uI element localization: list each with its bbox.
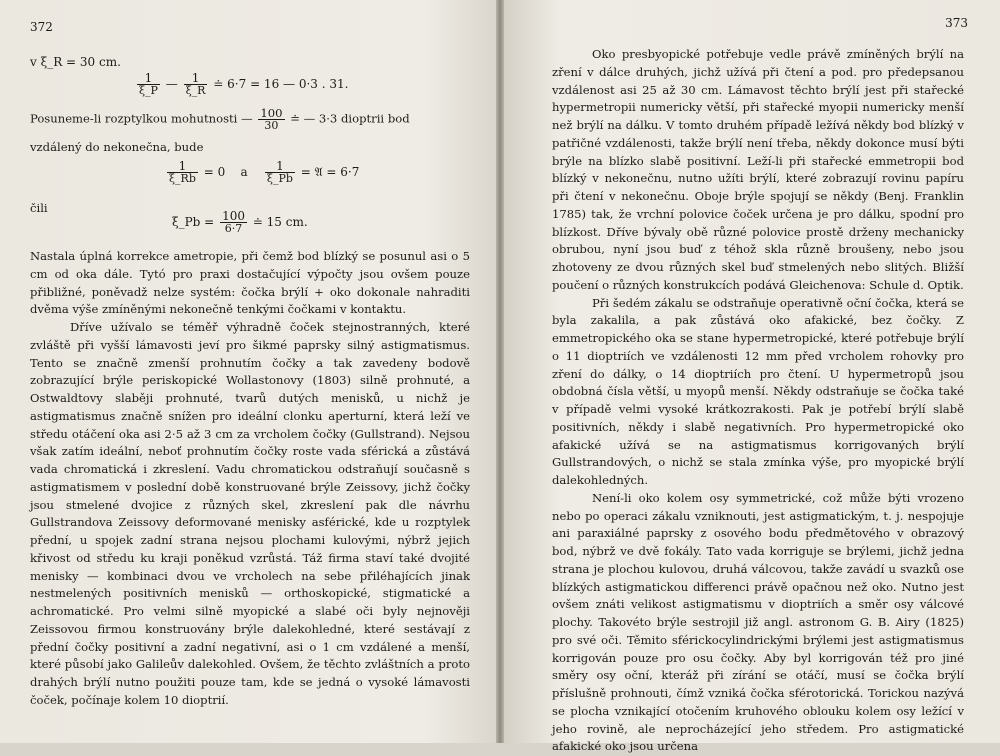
paragraph: Při šedém zákalu se odstraňuje operativně oční čočka, která se byla zakalila, a pak zůstává oko afakické, bez čočky. Z emmetropického oka se stane hypermetropické, které potřebuje brýlí o 11 dioptriích ve vzdálenosti 12 mm před vrcholem rohovky pro zření do dálky, o 14 dioptriích pro čtení. U hypermetropů jsou obdobná čísla větší, u myopů menší. Někdy odstraňuje se čočka také v případě velmi vysoké krátkozrakosti. Pak je potřebí brýlí slabě positivních, někdy i slabě negativních. Pro hypermetropické oko afakické užívá se na astigmatismus korrigovaných brýlí Gullstrandových, o nichž se stala zmínka výše, pro myopické brýlí dalekohledných. — [552, 295, 964, 487]
right-body-text — [552, 46, 964, 756]
fraction: $\frac{100}{6\cdot 7}$ — [222, 209, 245, 235]
equation-2: $\frac{1}{\xi\_P}$ — $\frac{1}{\xi\_R}$ ≐ 6·7 = 16 — 0·3 . 31. — [139, 71, 349, 97]
fraction: $\frac{1}{\xi\_R}$ — [185, 71, 206, 97]
equation-4: ξ_Pb = $\frac{100}{6\cdot 7}$ ≐ 15 cm. — [172, 209, 308, 235]
fraction: $\frac{1}{\xi\_Rb}$ — [169, 159, 196, 185]
line-rozptylka: Posuneme-li rozptylkou mohutnosti — $\frac{100}{30}$ ≐ — 3·3 dioptrii bod — [30, 106, 410, 132]
left-page — [0, 0, 500, 743]
fraction: $\frac{100}{30}$ — [260, 106, 283, 132]
line-vzdaleny: vzdálený do nekonečna, bude — [30, 140, 204, 154]
fraction: $\frac{1}{\xi\_Pb}$ — [266, 159, 293, 185]
word-cili: čili — [30, 201, 48, 215]
paragraph: Nastala úplná korrekce ametropie, při čemž bod blízký se posunul asi o 5 cm od oka dále. Tytó pro praxi dostačující výpočty jsou ovšem pouze přibližné, poněvadž nelze systém: čočka brýlí + oko dokonale nahraditi dvěma výše zmíněnými nekonečně tenkými čočkami v kontaktu. — [30, 249, 470, 317]
left-body-text — [30, 248, 470, 710]
book-gutter — [496, 0, 504, 743]
paragraph: Není-li oko kolem osy symmetrické, což může býti vrozeno nebo po operaci zákalu vzniknouti, jest astigmatickým, t. j. nespojuje ani paraxiálné paprsky z osového bodu předmětového v obrazový bod, nýbrž ve dvě fokály. Tato vada korriguje se brýlemi, jichž jedna strana je plochou kulovou, druhá válcovou, takže zavádí u svazků ose blízkých astigmatickou differenci právě opačnou než oko. Nutno jest ovšem znáti velikost astigmatismu v dioptriích a směr osy válcové plochy. Takovéto brýle sestrojil již angl. astronom G. B. Airy (1825) pro své oči. Těmito sférickocylindrickými brýlemi jest astigmatismus korrigován pouze pro osu čočky. Aby byl korrigován též pro jiné směry osy oční, kteráž při zírání se otáčí, musí se čočka brýlí příslušně prohnouti, čímž vzniká čočka sférotorická. Torickou nazývá se plocha vznikající otočením kruhového oblouku kolem osy ležící v jeho rovině, ale neprocházející jeho středem. Pro astigmatické afakické oko jsou určena — [552, 490, 964, 754]
right-page — [500, 0, 1000, 754]
page-number-right: 373 — [945, 16, 968, 30]
fraction: $\frac{1}{\xi\_P}$ — [139, 71, 158, 97]
paragraph: Oko presbyopické potřebuje vedle právě zmíněných brýlí na zření v dálce druhých, jichž užívá při čtení a pod. pro předepsanou vzdálenost asi 25 až 30 cm. Lámavost těchto brýlí jest při stařecké hypermetropii numericky větší, při stařecké myopii numericky menší než brýlí na dálku. V tomto druhém případě ležívá někdy bod blízký v patřičné vzdálenosti, takže brýlí není třeba, někdy dokonce musí býti brýle na blízko slabě positivní. Leží-li při stařecké emmetropii bod blízký v nekonečnu, nutno užíti brýlí, které zobrazují rovinu papíru při čtení v nekonečnu. Oboje brýle spojují se někdy (Benj. Franklin 1785) tak, že vrchní polovice čoček určena je pro dálku, spodní pro blízkost. Dříve bývaly obě různé polovice prostě drženy mechanicky obrubou, nyní jsou buď z téhož skla různě broušeny, nebo jsou zhotoveny ze dvou různých skel buď stmelených nebo slitých. Bližší poučení o různých konstrukcích podává Gleichenova: Schule d. Optik. — [552, 47, 964, 292]
equation-1: v ξ_R = 30 cm. — [30, 55, 121, 69]
page-number-left: 372 — [30, 20, 53, 34]
paragraph: Dříve užívalo se téměř výhradně čoček stejnostranných, které zvláště při vyšší lámavosti jeví pro šikmé paprsky silný astigmatismus. Tento se značně zmenší prohnutím čočky a tak zavedeny bodově zobrazující brýle periskopické Wollastonovy (1803) silně prohnuté, a Ostwaldtovy slaběji prohnuté, tvarů dutých menisků, u nichž je astigmatismus značně snížen pro ideální clonku aperturní, která leží ve středu otáčení oka asi 2·5 až 3 cm za vrcholem čočky (Gullstrand). Nejsou však zatím ideální, neboť prohnutím čočky roste vada sférická a zůstává vada chromatická i zkreslení. Vadu chromatickou odstraňují současně s astigmatismem v poslední době konstruované brýle Zeissovy, jichž čočky jsou stmelené dvojice z různých skel, zkreslení pak dle návrhu Gullstrandova Zeissovy deformované menisky asférické, kde u rozptylek přední, u spojek zadní strana nejsou plochami kulovými, nýbrž jejich křivost od středu ku kraji poněkud vzrůstá. Táž firma staví také dvojité menisky — kombinaci dvou ve vrcholech na sebe přiléhajících jinak nestmelených positivních menisků — orthoskopické, stigmatické a achromatické. Pro velmi silně myopické a slabé oči byly nejnověji Zeissovou firmou konstruovány brýle dalekohledné, které sestávají z přední čočky positivní a zadní negativní, asi o 1 cm vzdálené a menší, které působí jako Galileův dalekohled. Ovšem, že těchto zvláštních a proto drahých brýlí nutno použiti pouze tam, kde se jedná o vysoké lámavosti čoček, počínaje kolem 10 dioptrií. — [30, 320, 470, 707]
equation-3: $\frac{1}{\xi\_Rb}$ = 0 a $\frac{1}{\xi\_Pb}$ = 𝔄 = 6·7 — [169, 159, 360, 185]
